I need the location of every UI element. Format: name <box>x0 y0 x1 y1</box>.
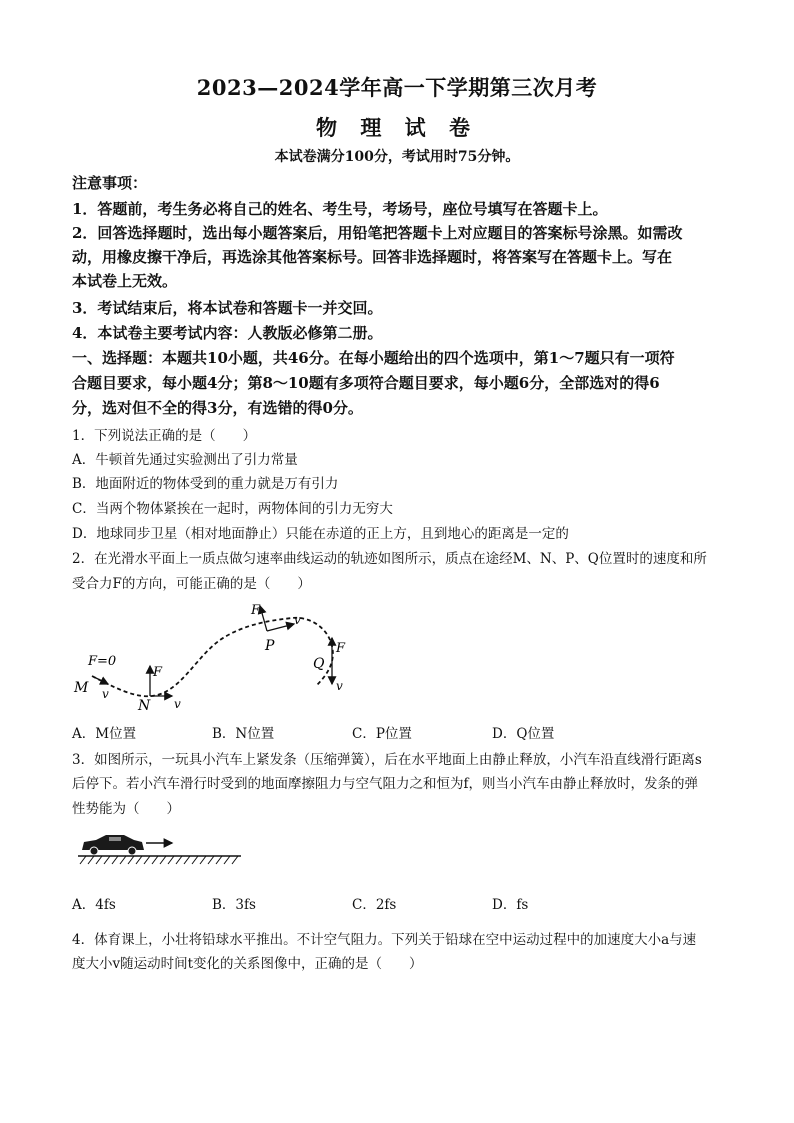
label-q-f: F <box>336 641 346 656</box>
trajectory-curve <box>92 618 333 696</box>
notice-heading: 注意事项： <box>72 174 148 192</box>
q1-option-b: B．地面附近的物体受到的重力就是万有引力 <box>72 476 339 492</box>
q2-stem-line1: 2．在光滑水平面上一质点做匀速率曲线运动的轨迹如图所示，质点在途经M、N、P、Q位置时的速度和所 <box>72 551 707 567</box>
section-heading-line2: 合题目要求，每小题4分；第8～10题有多项符合题目要求，每小题6分，全部选对的得6 <box>72 374 660 392</box>
label-n-v: v <box>174 697 181 711</box>
exam-title: 2023—2024学年高一下学期第三次月考 <box>196 75 598 100</box>
q2-option-d: D．Q位置 <box>492 726 555 742</box>
label-m-v: v <box>102 687 109 701</box>
label-p-f: F <box>251 603 261 618</box>
notice-item-3: 3．考试结束后，将本试卷和答题卡一并交回。 <box>72 299 383 317</box>
q2-option-a: A．M位置 <box>72 726 137 742</box>
q3-stem-line2: 后停下。若小汽车滑行时受到的地面摩擦阻力与空气阻力之和恒为f，则当小汽车由静止释放时，发条的弹 <box>72 776 698 792</box>
q1-option-c: C．当两个物体紧挨在一起时，两物体间的引力无穷大 <box>72 501 393 517</box>
q2-stem-line2: 受合力F的方向，可能正确的是（ ） <box>72 576 311 592</box>
q3-stem-line3: 性势能为（ ） <box>72 801 180 817</box>
notice-item-2-line3: 本试卷上无效。 <box>72 272 178 290</box>
section-heading-line1: 一、选择题：本题共10小题，共46分。在每小题给出的四个选项中，第1～7题只有一项符 <box>72 349 675 367</box>
q3-option-c: C．2fs <box>352 897 397 913</box>
notice-item-4: 4．本试卷主要考试内容：人教版必修第二册。 <box>72 324 383 342</box>
notice-item-2-line2: 动，用橡皮擦干净后，再选涂其他答案标号。回答非选择题时，将答案写在答题卡上。写在 <box>72 248 673 266</box>
q2-option-b: B．N位置 <box>212 726 275 742</box>
q4-stem-line1: 4．体育课上，小壮将铅球水平推出。不计空气阻力。下列关于铅球在空中运动过程中的加速度大小a与速 <box>72 932 697 948</box>
m-velocity-arrow <box>94 677 108 684</box>
p-force-arrow <box>260 606 267 631</box>
subject-title: 物 理 试 卷 <box>316 115 478 140</box>
label-p-v: v <box>294 613 301 627</box>
label-q-v: v <box>336 679 343 693</box>
section-heading-line3: 分，选对但不全的得3分，有选错的得0分。 <box>72 399 363 417</box>
notice-item-2-line1: 2．回答选择题时，选出每小题答案后，用铅笔把答题卡上对应题目的答案标号涂黑。如需改 <box>72 224 683 242</box>
q3-option-d: D．fs <box>492 897 529 913</box>
notice-item-1: 1．答题前，考生务必将自己的姓名、考生号，考场号，座位号填写在答题卡上。 <box>72 200 608 218</box>
q2-option-c: C．P位置 <box>352 726 412 742</box>
q1-option-d: D．地球同步卫星（相对地面静止）只能在赤道的正上方，且到地心的距离是一定的 <box>72 526 569 542</box>
label-q: Q <box>313 656 325 672</box>
label-m: M <box>74 680 89 696</box>
q1-stem: 1．下列说法正确的是（ ） <box>72 428 257 444</box>
label-f-zero: F=0 <box>88 654 117 669</box>
q2-trajectory-figure <box>70 598 370 713</box>
label-n: N <box>138 698 151 713</box>
exam-info: 本试卷满分100分，考试用时75分钟。 <box>274 149 520 165</box>
ground-hatching <box>80 856 238 864</box>
q3-toy-car-figure <box>76 826 246 868</box>
q3-option-a: A．4fs <box>72 897 116 913</box>
p-velocity-arrow <box>267 624 294 631</box>
q1-option-a: A．牛顿首先通过实验测出了引力常量 <box>72 452 298 468</box>
q3-option-b: B．3fs <box>212 897 256 913</box>
q3-stem-line1: 3．如图所示，一玩具小汽车上紧发条（压缩弹簧），后在水平地面上由静止释放，小汽车沿直线滑行距离s <box>72 752 702 768</box>
label-p: P <box>265 638 275 654</box>
label-n-f: F <box>153 665 163 680</box>
q4-stem-line2: 度大小v随运动时间t变化的关系图像中，正确的是（ ） <box>72 956 423 972</box>
